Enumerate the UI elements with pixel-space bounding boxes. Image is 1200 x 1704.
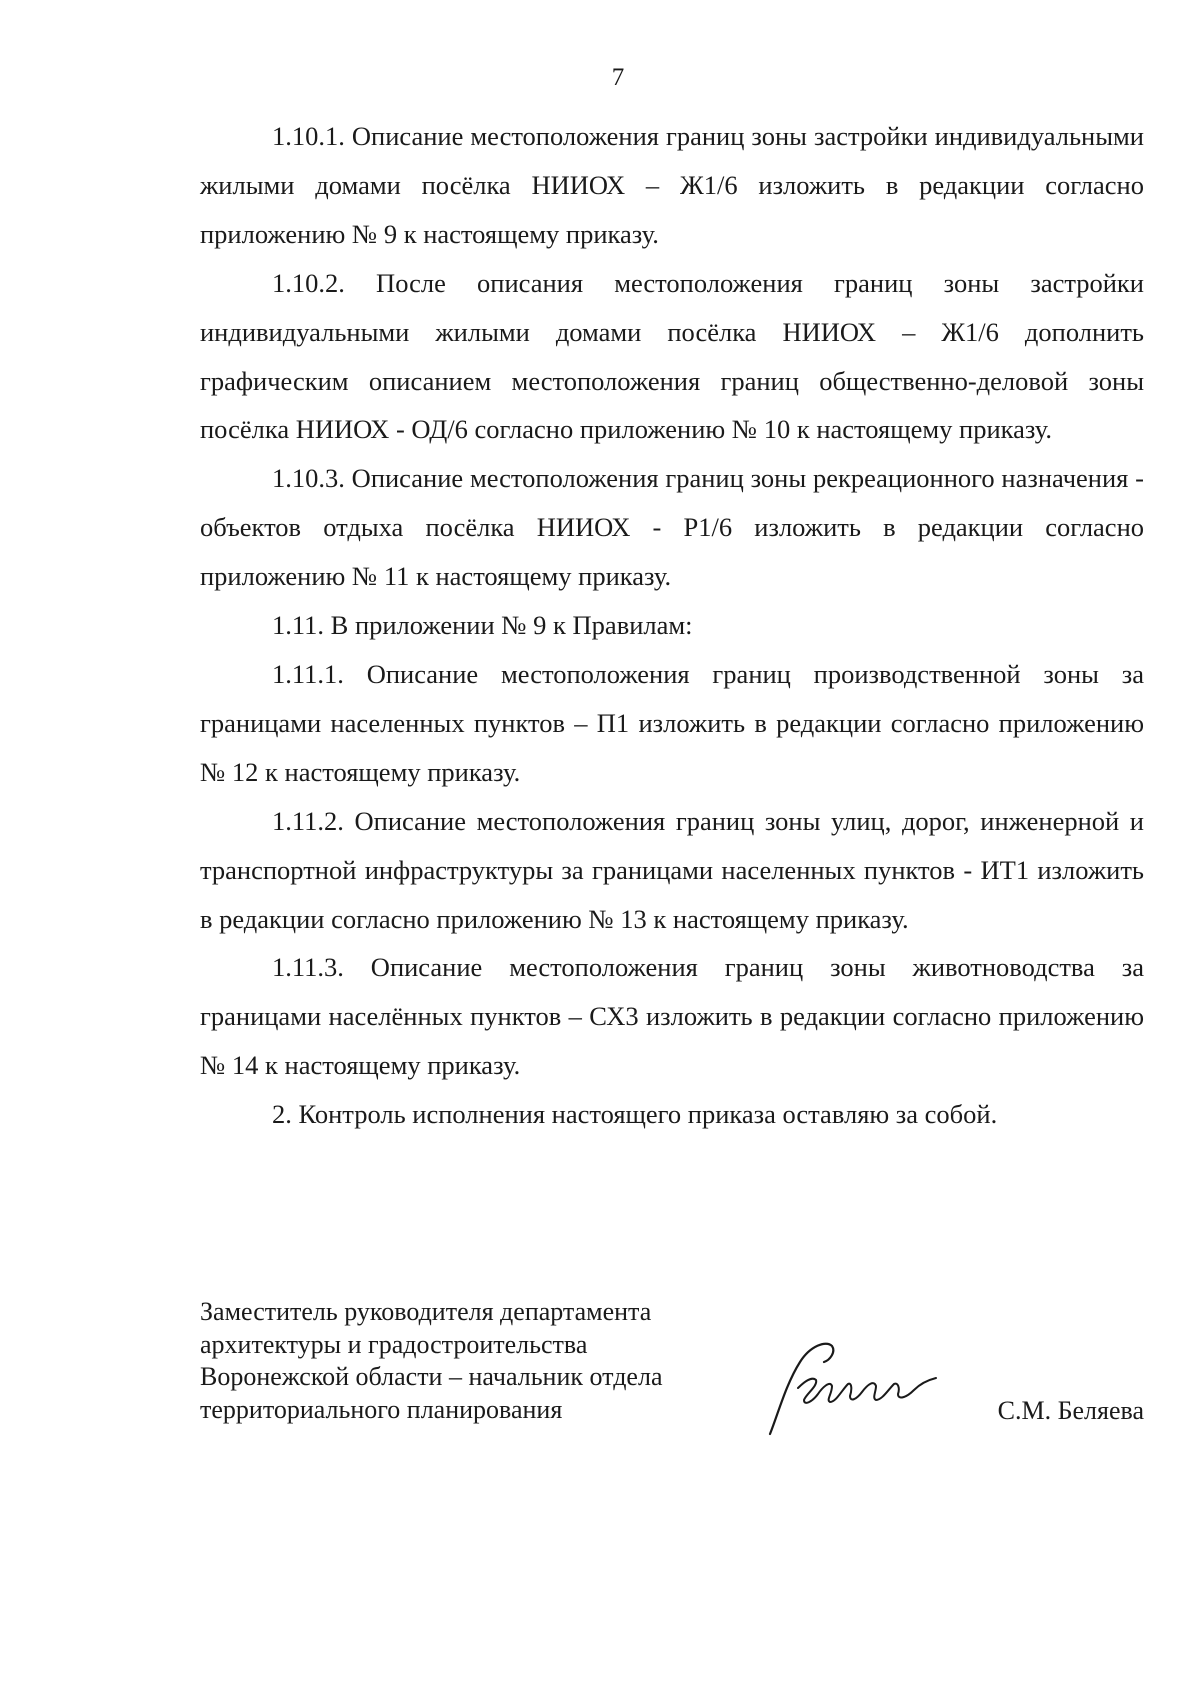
page-number: 7 (611, 64, 625, 91)
paragraph-1-11-2: 1.11.2. Описание местоположения границ зоны улиц, дорог, инженерной и транспортной инфраструктуры за границами населенных пунктов - ИТ1 изложить в редакции согласно приложению № 13 к настоящему приказу. (200, 805, 1144, 934)
signature-block (200, 1296, 1144, 1456)
paragraph-1-11-1: 1.11.1. Описание местоположения границ производственной зоны за границами населенных пунктов – П1 изложить в редакции согласно приложению № 12 к настоящему приказу. (200, 658, 1144, 787)
paragraph-1-10-2: 1.10.2. После описания местоположения границ зоны застройки индивидуальными жилыми домами посёлка НИИОХ – Ж1/6 дополнить графическим описанием местоположения границ общественно-деловой зоны посёлка НИИОХ - ОД/6 согласно приложению № 10 к настоящему приказу. (200, 267, 1144, 445)
signer-position-line: Воронежской области – начальник отдела (200, 1362, 663, 1391)
paragraph-1-10-1: 1.10.1. Описание местоположения границ зоны застройки индивидуальными жилыми домами посёлка НИИОХ – Ж1/6 изложить в редакции согласно приложению № 9 к настоящему приказу. (200, 121, 1144, 249)
signer-position-line: архитектуры и градостроительства (200, 1329, 588, 1359)
paragraph-1-11-3: 1.11.3. Описание местоположения границ зоны животноводства за границами населённых пунктов – СХ3 изложить в редакции согласно приложению № 14 к настоящему приказу. (200, 952, 1144, 1081)
paragraph-2: 2. Контроль исполнения настоящего приказа оставляю за собой. (272, 1099, 998, 1130)
signer-position-line: территориального планирования (200, 1394, 563, 1424)
paragraph-1-10-3: 1.10.3. Описание местоположения границ зоны рекреационного назначения - объектов отдыха посёлка НИИОХ - Р1/6 изложить в редакции согласно приложению № 11 к настоящему приказу. (200, 463, 1144, 592)
paragraph-1-11: 1.11. В приложении № 9 к Правилам: (272, 610, 693, 641)
handwritten-signature (760, 1336, 942, 1440)
signer-name: С.М. Беляева (997, 1396, 1144, 1425)
signer-position-line: Заместитель руководителя департамента (200, 1297, 652, 1326)
signer-position (200, 1296, 662, 1426)
document-body (200, 112, 1144, 1139)
